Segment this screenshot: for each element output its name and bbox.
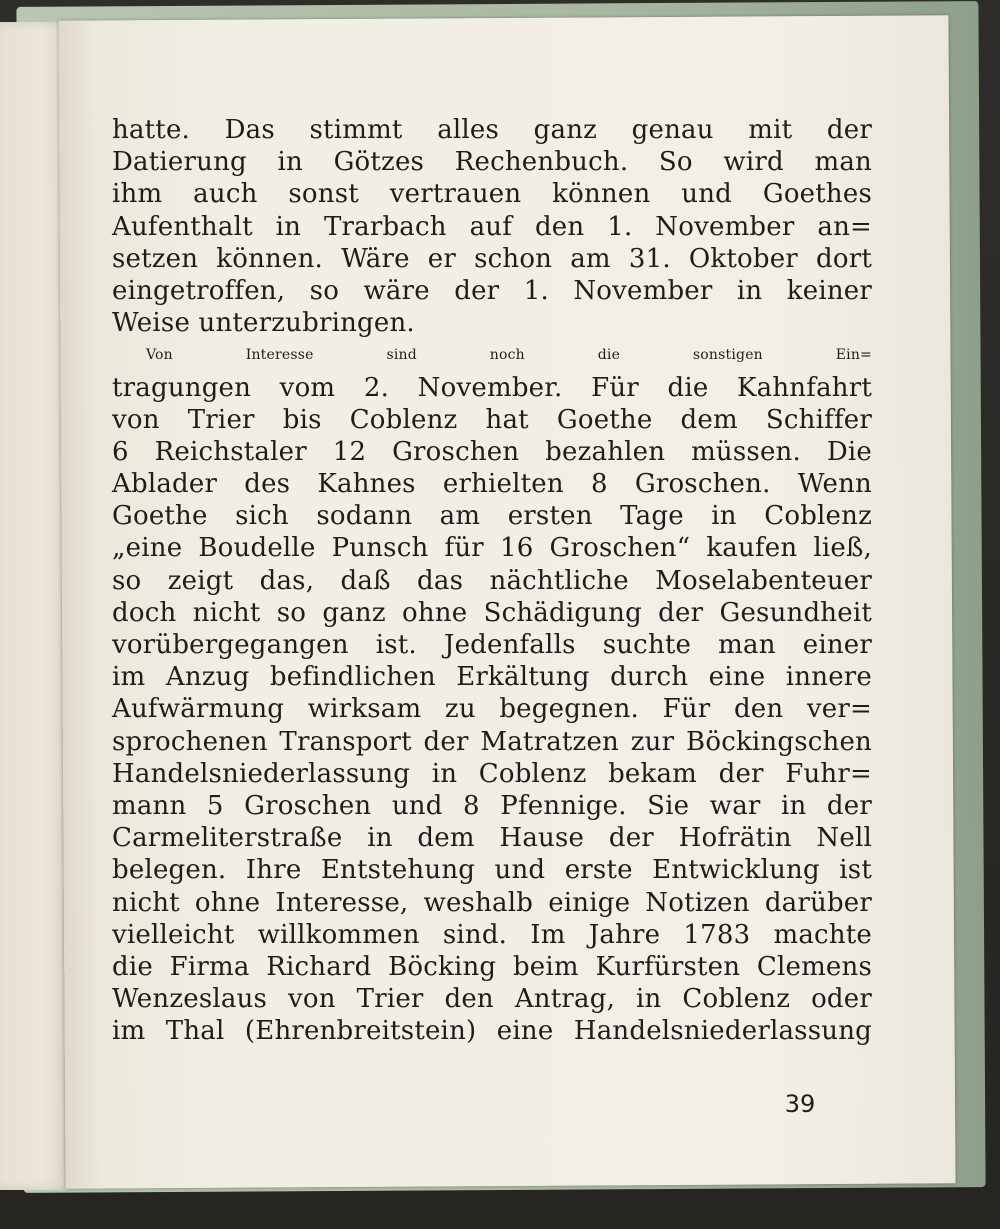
text-line: Von Interesse sind noch die sonstigen Ein= [146, 347, 872, 364]
text-line: Weise unterzubringen. [112, 308, 415, 339]
text-line: sprochenen Transport der Matratzen zur Böckingschen [112, 726, 872, 757]
text-line: so zeigt das, daß das nächtliche Moselabenteuer [112, 565, 872, 596]
text-line: belegen. Ihre Entstehung und erste Entwicklung ist [112, 855, 872, 886]
text-line: im Anzug befindlichen Erkältung durch eine innere [112, 662, 872, 693]
text-line: doch nicht so ganz ohne Schädigung der Gesundheit [112, 597, 872, 628]
text-line: nicht ohne Interesse, weshalb einige Notizen darüber [112, 887, 872, 918]
page-number: 39 [784, 1090, 816, 1118]
text-line: eingetroffen, so wäre der 1. November in keiner [112, 275, 872, 306]
text-line: tragungen vom 2. November. Für die Kahnfahrt [112, 372, 872, 403]
text-line: „eine Boudelle Punsch für 16 Groschen“ kaufen ließ, [112, 533, 872, 564]
text-line: von Trier bis Coblenz hat Goethe dem Schiffer [112, 404, 872, 435]
text-line: ihm auch sonst vertrauen können und Goethes [112, 179, 872, 210]
text-line: Aufwärmung wirksam zu begegnen. Für den ver= [112, 694, 872, 725]
text-line: setzen können. Wäre er schon am 31. Oktober dort [112, 243, 872, 274]
text-line: im Thal (Ehrenbreitstein) eine Handelsniederlassung [112, 1016, 872, 1047]
text-line: Carmeliterstraße in dem Hause der Hofrätin Nell [112, 823, 872, 854]
text-line: Goethe sich sodann am ersten Tage in Coblenz [112, 501, 872, 532]
text-line: Aufenthalt in Trarbach auf den 1. November an= [112, 211, 872, 242]
text-line: hatte. Das stimmt alles ganz genau mit der [112, 115, 872, 145]
text-line: mann 5 Groschen und 8 Pfennige. Sie war in der [112, 790, 872, 821]
text-line: vorübergegangen ist. Jedenfalls suchte man einer [112, 630, 872, 660]
text-line: Datierung in Götzes Rechenbuch. So wird man [112, 147, 872, 178]
text-line: die Firma Richard Böcking beim Kurfürsten Clemens [112, 951, 872, 982]
page-text [112, 114, 872, 1047]
text-line: Handelsniederlassung in Coblenz bekam der Fuhr= [112, 758, 872, 789]
text-line: vielleicht willkommen sind. Im Jahre 1783 machte [112, 919, 872, 950]
text-line: Ablader des Kahnes erhielten 8 Groschen. Wenn [112, 469, 872, 500]
text-line: Wenzeslaus von Trier den Antrag, in Coblenz oder [112, 984, 872, 1015]
text-line: 6 Reichstaler 12 Groschen bezahlen müssen. Die [112, 436, 872, 467]
